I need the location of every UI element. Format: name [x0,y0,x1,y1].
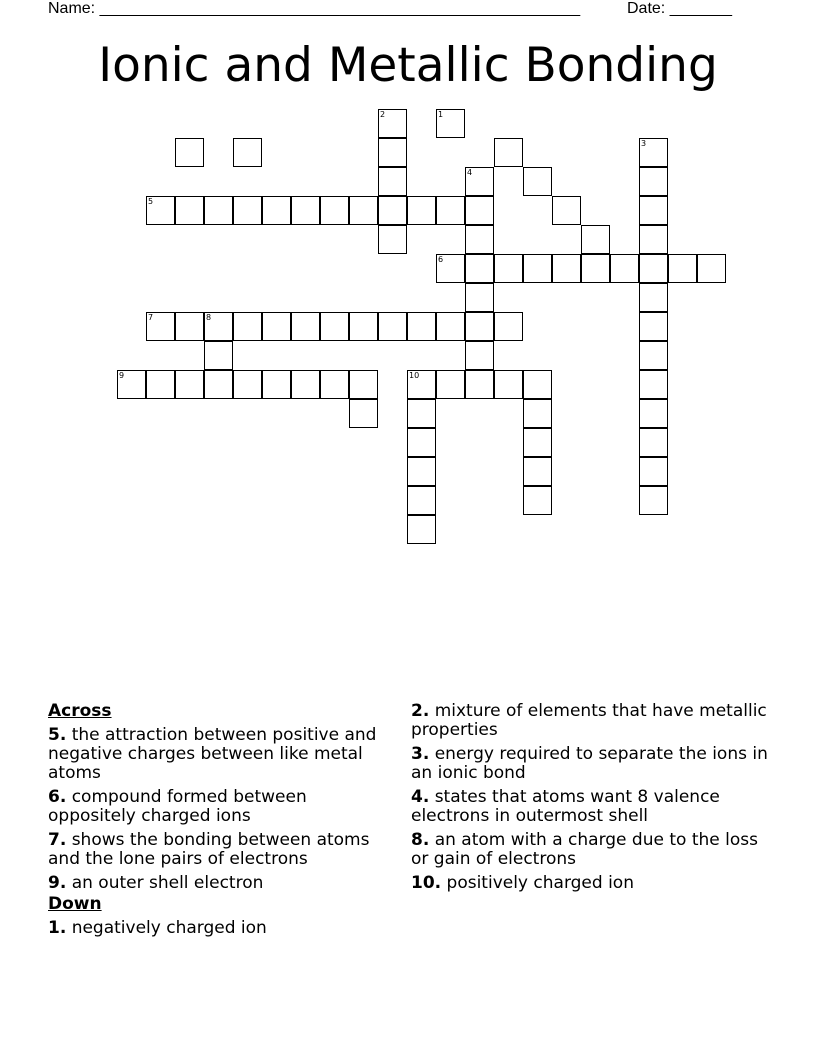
crossword-cell[interactable] [320,196,349,225]
crossword-cell[interactable] [639,370,668,399]
crossword-cell[interactable] [175,312,204,341]
clue-text: states that atoms want 8 valence electrons in outermost shell [411,787,720,826]
crossword-cell[interactable] [146,196,175,225]
clue-number: 2. [411,701,430,721]
crossword-cell[interactable] [581,225,610,254]
crossword-cell[interactable] [349,196,378,225]
date-field-line: Date: _______ [627,0,732,17]
crossword-cell[interactable] [494,138,523,167]
crossword-cell[interactable] [465,370,494,399]
crossword-cell[interactable] [378,138,407,167]
crossword-cell[interactable] [378,109,407,138]
crossword-cell[interactable] [204,312,233,341]
crossword-cell[interactable] [233,138,262,167]
clue-number-label: 1 [438,110,444,119]
crossword-cell[interactable] [436,109,465,138]
crossword-cell[interactable] [320,370,349,399]
crossword-cell[interactable] [639,428,668,457]
clue-number-label: 7 [148,313,154,322]
page-title: Ionic and Metallic Bonding [98,38,718,93]
crossword-cell[interactable] [639,283,668,312]
crossword-cell[interactable] [262,370,291,399]
clue-across-9 [48,874,393,893]
clue-down-4 [411,788,768,826]
clue-down-2 [411,702,768,740]
crossword-cell[interactable] [175,138,204,167]
crossword-cell[interactable] [523,399,552,428]
crossword-cell[interactable] [378,167,407,196]
clue-number-label: 4 [467,168,473,177]
crossword-cell[interactable] [494,370,523,399]
crossword-cell[interactable] [639,312,668,341]
crossword-cell[interactable] [668,254,697,283]
crossword-cell[interactable] [639,457,668,486]
crossword-cell[interactable] [494,312,523,341]
down-heading: Down [48,894,102,914]
crossword-cell[interactable] [523,254,552,283]
crossword-cell[interactable] [610,254,639,283]
crossword-cell[interactable] [523,486,552,515]
clue-text: the attraction between positive and negative charges between like metal atoms [48,725,377,783]
crossword-cell[interactable] [436,370,465,399]
crossword-cell[interactable] [378,312,407,341]
crossword-cell[interactable] [407,515,436,544]
clue-across-5 [48,726,393,783]
crossword-cell[interactable] [320,312,349,341]
clue-text: an outer shell electron [71,873,264,893]
crossword-cell[interactable] [465,167,494,196]
crossword-cell[interactable] [349,370,378,399]
crossword-cell[interactable] [639,167,668,196]
clue-number-label: 10 [409,371,420,380]
crossword-cell[interactable] [523,428,552,457]
crossword-cell[interactable] [436,312,465,341]
crossword-cell[interactable] [291,370,320,399]
crossword-cell[interactable] [465,254,494,283]
crossword-cell[interactable] [204,341,233,370]
crossword-cell[interactable] [117,370,146,399]
clue-text: negatively charged ion [71,918,267,938]
crossword-cell[interactable] [204,370,233,399]
crossword-cell[interactable] [233,312,262,341]
crossword-cell[interactable] [378,225,407,254]
clue-number-label: 5 [148,197,154,206]
clue-number: 5. [48,725,67,745]
crossword-cell[interactable] [436,254,465,283]
clue-number: 10. [411,873,442,893]
crossword-cell[interactable] [233,370,262,399]
crossword-cell[interactable] [465,341,494,370]
crossword-cell[interactable] [639,399,668,428]
crossword-cell[interactable] [581,254,610,283]
crossword-cell[interactable] [175,370,204,399]
crossword-cell[interactable] [552,196,581,225]
clue-number: 6. [48,787,67,807]
clue-down-8 [411,831,768,869]
crossword-cell[interactable] [204,196,233,225]
crossword-cell[interactable] [639,138,668,167]
crossword-cell[interactable] [639,254,668,283]
crossword-cell[interactable] [349,312,378,341]
clue-down-10 [411,874,768,893]
clue-down-3 [411,745,768,783]
clue-text: positively charged ion [446,873,634,893]
clue-number: 3. [411,744,430,764]
crossword-cell[interactable] [465,312,494,341]
crossword-cell[interactable] [523,370,552,399]
crossword-cell[interactable] [146,370,175,399]
clue-text: compound formed between oppositely charged ions [48,787,307,826]
clue-number-label: 3 [641,139,647,148]
clue-number-label: 2 [380,110,386,119]
crossword-cell[interactable] [262,312,291,341]
clue-number-label: 8 [206,313,212,322]
crossword-cell[interactable] [639,486,668,515]
crossword-cell[interactable] [291,196,320,225]
crossword-cell[interactable] [175,196,204,225]
crossword-cell[interactable] [639,225,668,254]
crossword-cell[interactable] [436,196,465,225]
name-field-line: Name: ______________________________________________________ [48,0,581,17]
clue-number-label: 9 [119,371,125,380]
crossword-cell[interactable] [378,196,407,225]
across-heading: Across [48,701,112,721]
crossword-cell[interactable] [697,254,726,283]
clue-number: 7. [48,830,67,850]
crossword-cell[interactable] [407,196,436,225]
clue-number: 1. [48,918,67,938]
clue-text: shows the bonding between atoms and the lone pairs of electrons [48,830,370,869]
crossword-cell[interactable] [465,196,494,225]
crossword-cell[interactable] [407,312,436,341]
crossword-cell[interactable] [523,457,552,486]
clues-left-column [48,702,393,943]
crossword-cell[interactable] [465,283,494,312]
clue-across-6 [48,788,393,826]
crossword-cell[interactable] [407,428,436,457]
clue-text: mixture of elements that have metallic properties [411,701,767,740]
clue-number: 9. [48,873,67,893]
crossword-cell[interactable] [262,196,291,225]
crossword-cell[interactable] [349,399,378,428]
crossword-cell[interactable] [233,196,262,225]
crossword-cell[interactable] [407,399,436,428]
clue-down-1 [48,919,393,938]
crossword-cell[interactable] [523,167,552,196]
clue-number: 8. [411,830,430,850]
clues-right-column [411,702,768,898]
crossword-cell[interactable] [291,312,320,341]
crossword-cell[interactable] [407,370,436,399]
clue-text: energy required to separate the ions in an ionic bond [411,744,768,783]
clue-number: 4. [411,787,430,807]
crossword-cell[interactable] [639,196,668,225]
clue-number-label: 6 [438,255,444,264]
crossword-cell[interactable] [407,486,436,515]
crossword-cell[interactable] [639,341,668,370]
crossword-cell[interactable] [552,254,581,283]
clue-text: an atom with a charge due to the loss or gain of electrons [411,830,758,869]
crossword-cell[interactable] [407,457,436,486]
clue-across-7 [48,831,393,869]
crossword-cell[interactable] [494,254,523,283]
crossword-cell[interactable] [465,225,494,254]
crossword-cell[interactable] [146,312,175,341]
